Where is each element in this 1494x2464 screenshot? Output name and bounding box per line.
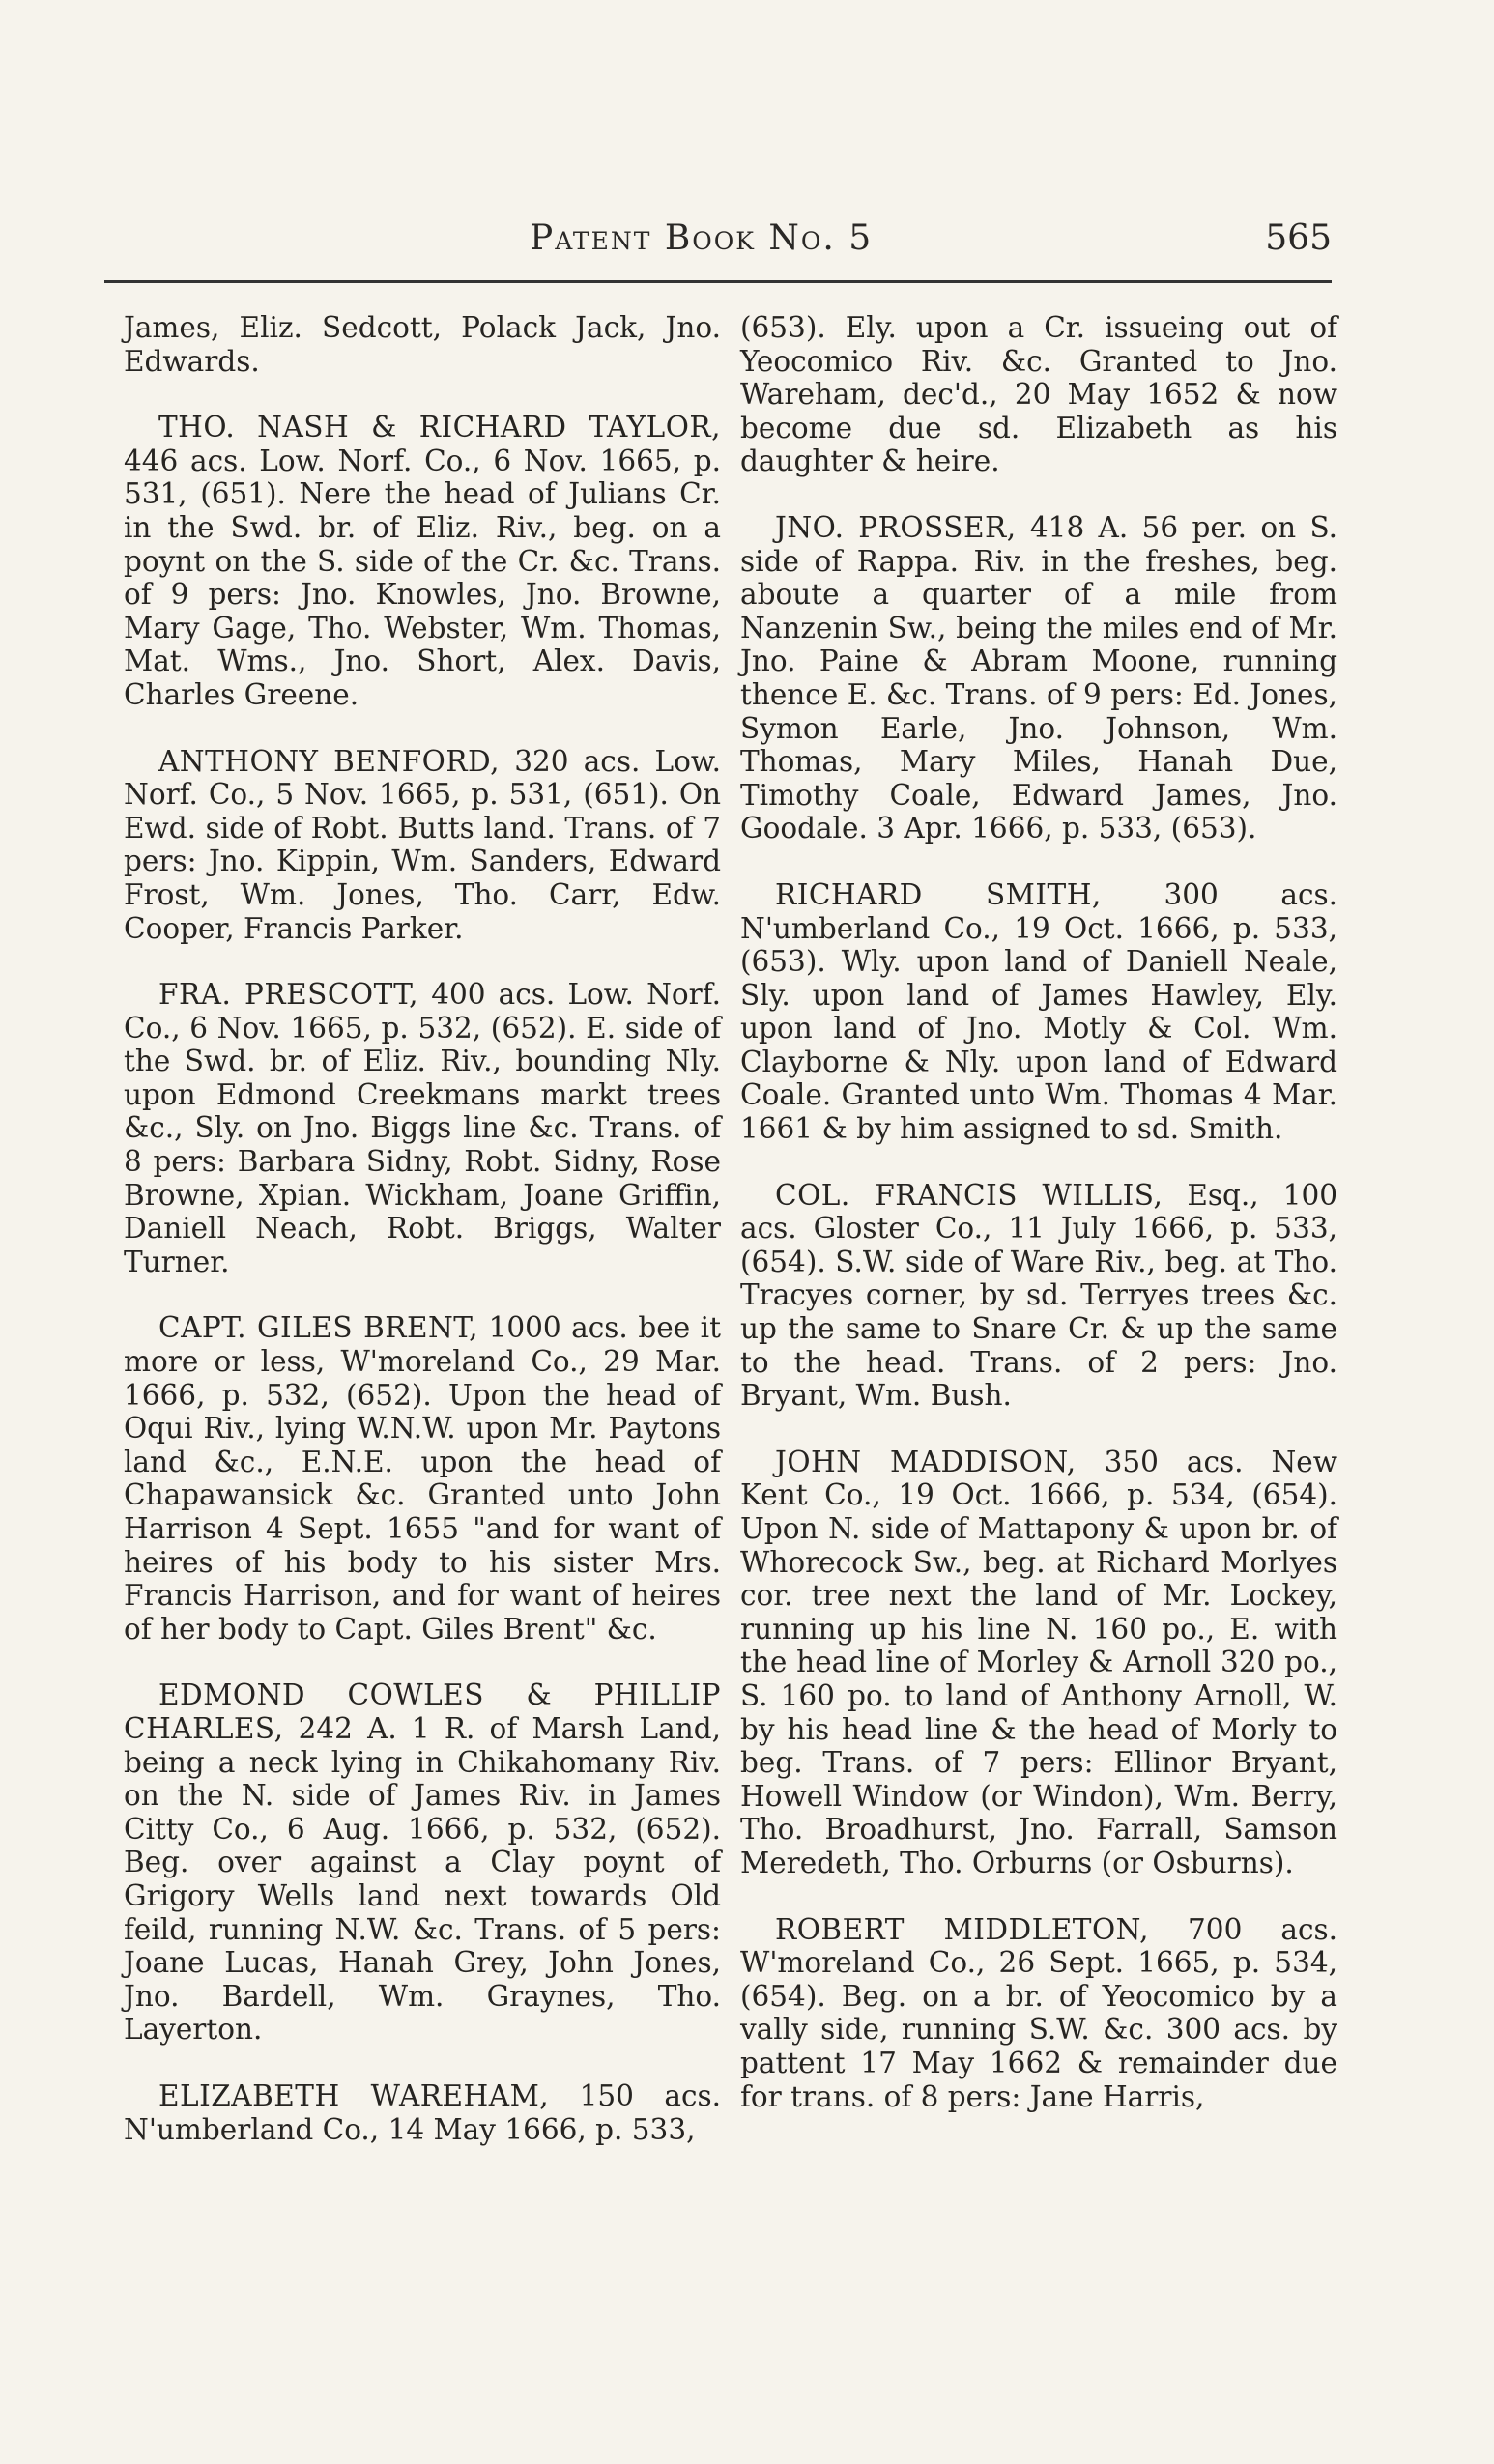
entry-text: 400 acs. Low. Norf. Co., 6 Nov. 1665, p. 532, (652). E. side of the Swd. br. of Eliz. Riv., bounding Nly. upon Edmond Creekmans markt trees &c., Sly. on Jno. Biggs line &c. Trans. of 8 pers: Barbara Sidny, Robt. Sidny, Rose Browne, Xpian. Wickham, Joane Griffin, Daniell Neach, Robt. Briggs, Walter Turner. xyxy=(124,978,721,1278)
continued-entry: James, Eliz. Sedcott, Polack Jack, Jno. Edwards. xyxy=(124,311,721,378)
patent-entry xyxy=(124,1678,721,2047)
patent-entry xyxy=(740,1446,1337,1880)
grantee-name: EDMOND COWLES & PHILLIP CHARLES, xyxy=(124,1678,721,1745)
header-rule xyxy=(104,280,1332,283)
grantee-name: CAPT. GILES BRENT, xyxy=(158,1311,479,1345)
entry-text: 300 acs. N'umberland Co., 19 Oct. 1666, p. 533, (653). Wly. upon land of Daniell Neale, Sly. upon land of James Hawley, Ely. upon land of Jno. Motly & Col. Wm. Clayborne & Nly. upon land of Edward Coale. Granted unto Wm. Thomas 4 Mar. 1661 & by him assigned to sd. Smith. xyxy=(740,877,1337,1146)
grantee-name: ANTHONY BENFORD, xyxy=(158,744,501,778)
entry-text: 320 acs. Low. Norf. Co., 5 Nov. 1665, p. 531, (651). On Ewd. side of Robt. Butts land. Trans. of 7 pers: Jno. Kippin, Wm. Sanders, Edward Frost, Wm. Jones, Tho. Carr, Edw. Cooper, Francis Parker. xyxy=(124,744,721,945)
grantee-name: COL. FRANCIS WILLIS, xyxy=(775,1178,1164,1212)
patent-entry xyxy=(740,1179,1337,1413)
left-column xyxy=(124,311,721,2179)
right-column xyxy=(740,311,1337,2146)
grantee-name: ELIZABETH WAREHAM, xyxy=(158,2078,550,2112)
patent-entry xyxy=(124,978,721,1278)
running-title: Patent Book No. 5 xyxy=(530,218,874,258)
entry-text: 1000 acs. bee it more or less, W'moreland Co., 29 Mar. 1666, p. 532, (652). Upon the head of Oqui Riv., lying W.N.W. upon Mr. Paytons land &c., E.N.E. upon the head of Chapawansick &c. Granted unto John Harrison 4 Sept. 1655 "and for want of heires of his body to his sister Mrs. Francis Harrison, and for want of heires of her body to Capt. Giles Brent" &c. xyxy=(124,1311,721,1646)
entry-text: 446 acs. Low. Norf. Co., 6 Nov. 1665, p. 531, (651). Nere the head of Julians Cr. in the Swd. br. of Eliz. Riv., beg. on a poynt on the S. side of the Cr. &c. Trans. of 9 pers: Jno. Knowles, Jno. Browne, Mary Gage, Tho. Webster, Wm. Thomas, Mat. Wms., Jno. Short, Alex. Davis, Charles Greene. xyxy=(124,444,721,711)
patent-entry xyxy=(740,511,1337,845)
entry-text: 700 acs. W'moreland Co., 26 Sept. 1665, p. 534, (654). Beg. on a br. of Yeocomico by a vally side, running S.W. &c. 300 acs. by pattent 17 May 1662 & remainder due for trans. of 8 pers: Jane Harris, xyxy=(740,1912,1338,2113)
grantee-name: RICHARD SMITH, xyxy=(775,877,1102,911)
grantee-name: JNO. PROSSER, xyxy=(775,510,1017,544)
patent-entry xyxy=(124,411,721,711)
grantee-name: THO. NASH & RICHARD TAYLOR, xyxy=(158,411,721,444)
patent-entry xyxy=(124,745,721,946)
page-header xyxy=(104,211,1332,269)
grantee-name: FRA. PRESCOTT, xyxy=(158,978,419,1012)
grantee-name: ROBERT MIDDLETON, xyxy=(775,1912,1149,1946)
patent-entry xyxy=(124,2079,721,2146)
grantee-name: JOHN MADDISON, xyxy=(775,1445,1077,1478)
page-number: 565 xyxy=(1265,218,1332,258)
patent-entry xyxy=(740,878,1337,1146)
entry-text: 350 acs. New Kent Co., 19 Oct. 1666, p. 534, (654). Upon N. side of Mattapony & upon br. of Whorecock Sw., beg. at Richard Morlyes cor. tree next the land of Mr. Lockey, running up his line N. 160 po., E. with the head line of Morley & Arnoll 320 po., S. 160 po. to land of Anthony Arnoll, W. by his head line & the head of Morly to beg. Trans. of 7 pers: Ellinor Bryant, Howell Window (or Windon), Wm. Berry, Tho. Broadhurst, Jno. Farrall, Samson Meredeth, Tho. Orburns (or Osburns). xyxy=(740,1445,1337,1879)
continued-entry: (653). Ely. upon a Cr. issueing out of Yeocomico Riv. &c. Granted to Jno. Wareham, dec'd., 20 May 1652 & now become due sd. Elizabeth as his daughter & heire. xyxy=(740,311,1337,478)
entry-text: 150 acs. N'umberland Co., 14 May 1666, p. 533, xyxy=(124,2078,722,2146)
entry-text: 242 A. 1 R. of Marsh Land, being a neck lying in Chikahomany Riv. on the N. side of James Riv. in James Citty Co., 6 Aug. 1666, p. 532, (652). Beg. over against a Clay poynt of Grigory Wells land next towards Old feild, running N.W. &c. Trans. of 5 pers: Joane Lucas, Hanah Grey, John Jones, Jno. Bardell, Wm. Graynes, Tho. Layerton. xyxy=(124,1711,721,2047)
entry-text: 418 A. 56 per. on S. side of Rappa. Riv. in the freshes, beg. aboute a quarter of a mile from Nanzenin Sw., being the miles end of Mr. Jno. Paine & Abram Moone, running thence E. &c. Trans. of 9 pers: Ed. Jones, Symon Earle, Jno. Johnson, Wm. Thomas, Mary Miles, Hanah Due, Timothy Coale, Edward James, Jno. Goodale. 3 Apr. 1666, p. 533, (653). xyxy=(740,510,1337,845)
entry-text: Esq., 100 acs. Gloster Co., 11 July 1666, p. 533, (654). S.W. side of Ware Riv., beg. at Tho. Tracyes corner, by sd. Terryes trees &c. up the same to Snare Cr. & up the same to the head. Trans. of 2 pers: Jno. Bryant, Wm. Bush. xyxy=(740,1178,1337,1413)
patent-entry xyxy=(124,1311,721,1646)
patent-entry xyxy=(740,1913,1337,2114)
